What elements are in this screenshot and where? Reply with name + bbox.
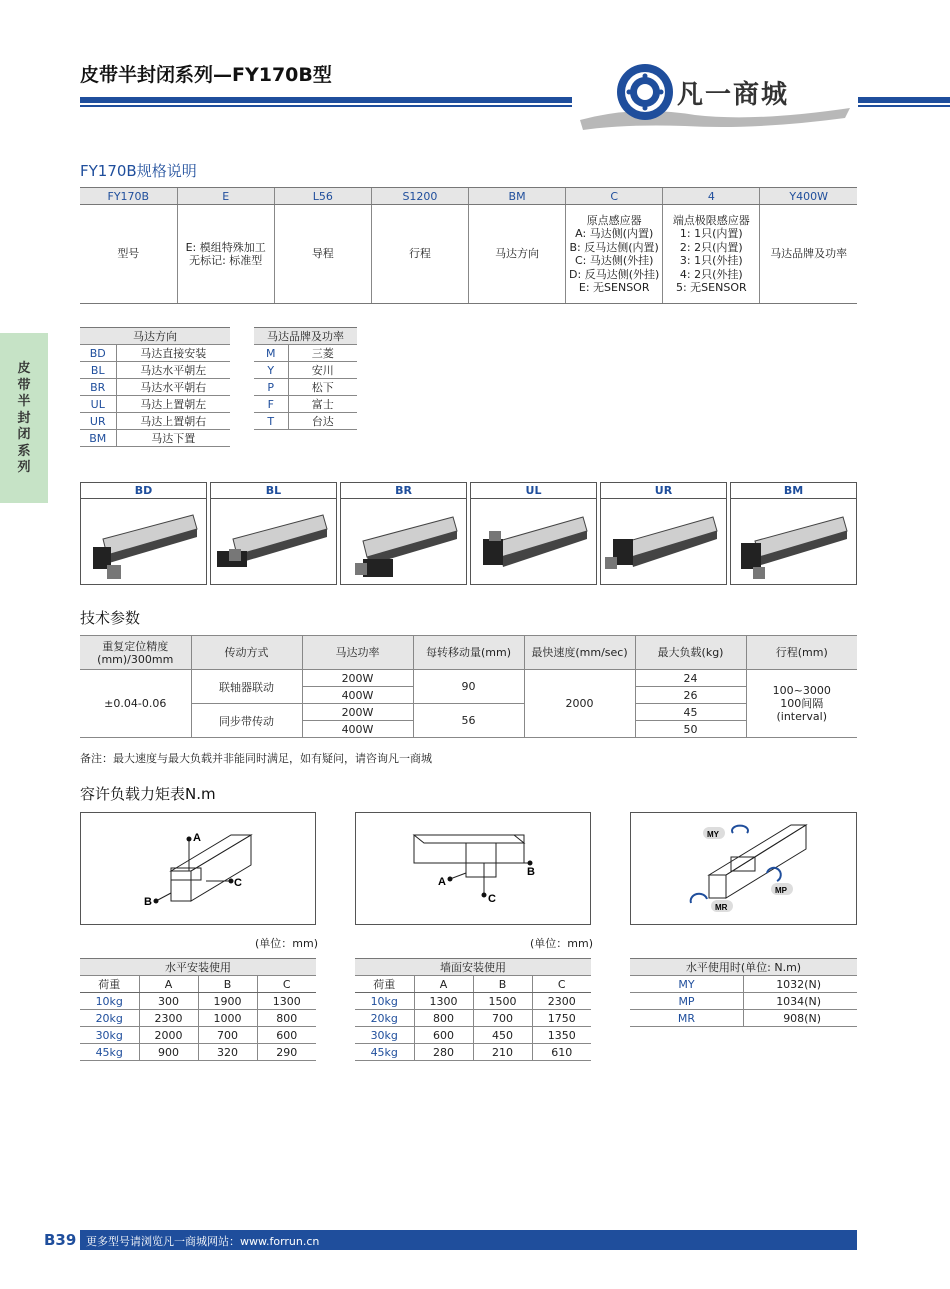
spec-code: Y400W [760, 188, 857, 205]
spec-code: L56 [274, 188, 371, 205]
table-row: 30kg 2000 700 600 [80, 1027, 316, 1044]
wall-diagram [355, 812, 591, 925]
spec-desc: 马达品牌及功率 [760, 205, 857, 304]
mount-panel-ul [470, 482, 597, 585]
actuator-image-icon [601, 499, 726, 585]
table-row: 45kg 280 210 610 [355, 1044, 591, 1061]
spec-code-row [80, 188, 857, 205]
mount-label: UL [471, 483, 596, 499]
mount-label: UR [601, 483, 726, 499]
mount-label: BR [341, 483, 466, 499]
tech-header: 行程(mm) [746, 636, 857, 670]
table-row: M 三菱 [254, 345, 357, 362]
axis-label: B [527, 866, 535, 878]
table-row: BR 马达水平朝右 [80, 379, 230, 396]
tech-header: 马达功率 [302, 636, 413, 670]
logo-text: 凡一商城 [677, 80, 790, 110]
spec-desc: E: 模组特殊加工 无标记: 标准型 [177, 205, 274, 304]
horizontal-axes-icon [81, 813, 315, 924]
table-title: 水平安装使用 [80, 959, 316, 976]
header-rule-thin [80, 105, 572, 107]
page-title: 皮带半封闭系列—FY170B型 [80, 64, 332, 86]
table-row: 30kg 600 450 1350 [355, 1027, 591, 1044]
header-rule-right-thin [858, 105, 950, 107]
spec-desc: 型号 [80, 205, 177, 304]
motor-brand-header: 马达品牌及功率 [254, 328, 357, 345]
footer-text: 更多型号请浏览凡一商城网站：www.forrun.cn [86, 1235, 320, 1248]
footer-bar [80, 1230, 857, 1250]
table-row: BM 马达下置 [80, 430, 230, 447]
table-row: 同步带传动 200W 56 45 [80, 704, 857, 721]
table-row: UL 马达上置朝左 [80, 396, 230, 413]
tech-title: 技术参数 [80, 609, 141, 627]
motor-direction-table [80, 327, 230, 447]
table-row: T 台达 [254, 413, 357, 430]
table-row: MP 1034(N) [630, 993, 857, 1010]
moment-values-table [630, 958, 857, 1027]
axis-label: A [193, 832, 201, 844]
mount-panel-bd [80, 482, 207, 585]
table-title: 水平使用时(单位: N.m) [630, 959, 857, 976]
brand-logo [575, 60, 855, 135]
actuator-image-icon [341, 499, 466, 585]
tech-header: 重复定位精度 (mm)/300mm [80, 636, 191, 670]
spec-desc: 导程 [274, 205, 371, 304]
table-row: F 富士 [254, 396, 357, 413]
spec-code: 4 [663, 188, 760, 205]
moment-axes-icon [631, 813, 856, 924]
table-row: BL 马达水平朝左 [80, 362, 230, 379]
mount-label: BM [731, 483, 856, 499]
mount-panel-ur [600, 482, 727, 585]
spec-desc: 行程 [371, 205, 468, 304]
table-row: MR 908(N) [630, 1010, 857, 1027]
actuator-image-icon [211, 499, 336, 585]
actuator-image-icon [471, 499, 596, 585]
table-row: 20kg 800 700 1750 [355, 1010, 591, 1027]
table-row: 20kg 2300 1000 800 [80, 1010, 316, 1027]
axis-label: MP [775, 886, 787, 895]
mount-panel-bl [210, 482, 337, 585]
tech-header: 最快速度(mm/sec) [524, 636, 635, 670]
moment-title: 容许负载力矩表N.m [80, 785, 216, 803]
spec-code: C [566, 188, 663, 205]
tech-table [80, 635, 857, 738]
mount-label: BD [81, 483, 206, 499]
mount-panel-br [340, 482, 467, 585]
spec-desc-row [80, 205, 857, 304]
axis-label: A [438, 876, 446, 888]
horizontal-diagram [80, 812, 316, 925]
axis-label: C [488, 893, 496, 905]
unit-label: (单位：mm) [530, 937, 594, 950]
unit-label: (单位：mm) [255, 937, 319, 950]
axis-label: C [234, 877, 242, 889]
actuator-image-icon [731, 499, 856, 585]
mount-label: BL [211, 483, 336, 499]
header-rule-thick [80, 97, 572, 103]
axis-label: MR [715, 903, 728, 912]
motor-direction-header: 马达方向 [80, 328, 230, 345]
table-row: ±0.04-0.06 联轴器联动 200W 90 2000 24 100~3000 100间隔 (interval) [80, 670, 857, 687]
table-row: 400W 50 [80, 721, 857, 738]
moment-diagram [630, 812, 857, 925]
spec-desc: 端点极限感应器 1: 1只(内置) 2: 2只(内置) 3: 1只(外挂) 4: 2只(外挂) 5: 无SENSOR [663, 205, 760, 304]
spec-code: FY170B [80, 188, 177, 205]
spec-desc: 马达方向 [469, 205, 566, 304]
table-row: UR 马达上置朝右 [80, 413, 230, 430]
table-row: Y 安川 [254, 362, 357, 379]
spec-code: S1200 [371, 188, 468, 205]
side-tab-label: 皮 带 半 封 闭 系 列 [17, 361, 31, 475]
spec-table [80, 187, 857, 304]
axis-label: MY [707, 830, 719, 839]
table-row: 45kg 900 320 290 [80, 1044, 316, 1061]
table-row: 400W 26 [80, 687, 857, 704]
tech-header: 每转移动量(mm) [413, 636, 524, 670]
table-title: 墙面安装使用 [355, 959, 591, 976]
actuator-image-icon [81, 499, 206, 585]
spec-code: BM [469, 188, 566, 205]
table-row: P 松下 [254, 379, 357, 396]
spec-desc: 原点感应器 A: 马达侧(内置) B: 反马达侧(内置) C: 马达侧(外挂) D: 反马达侧(外挂) E: 无SENSOR [566, 205, 663, 304]
page-number: B39 [44, 1231, 77, 1249]
axis-label: B [144, 896, 152, 908]
motor-brand-table [254, 327, 357, 430]
table-row: 10kg 300 1900 1300 [80, 993, 316, 1010]
tech-note: 备注：最大速度与最大负载并非能同时满足，如有疑问，请咨询凡一商城 [80, 752, 432, 765]
table-row: MY 1032(N) [630, 976, 857, 993]
wall-axes-icon [356, 813, 590, 924]
spec-title: FY170B规格说明 [80, 162, 197, 180]
tech-header-row [80, 636, 857, 670]
tech-header: 最大负载(kg) [635, 636, 746, 670]
side-tab [0, 333, 48, 503]
spec-code: E [177, 188, 274, 205]
header-rule-right [858, 97, 950, 103]
horizontal-load-table: 水平安装使用 荷重 A B C 10kg 300 1900 1300 20kg 2300 1000 800 30kg 2000 700 600 45kg 900 320 290 [80, 958, 316, 1061]
table-row: 10kg 1300 1500 2300 [355, 993, 591, 1010]
mount-panel-bm [730, 482, 857, 585]
table-row: BD 马达直接安装 [80, 345, 230, 362]
tech-header: 传动方式 [191, 636, 302, 670]
wall-load-table: 墙面安装使用 荷重 A B C 10kg 1300 1500 2300 20kg 800 700 1750 30kg 600 450 1350 45kg 280 210 610 [355, 958, 591, 1061]
